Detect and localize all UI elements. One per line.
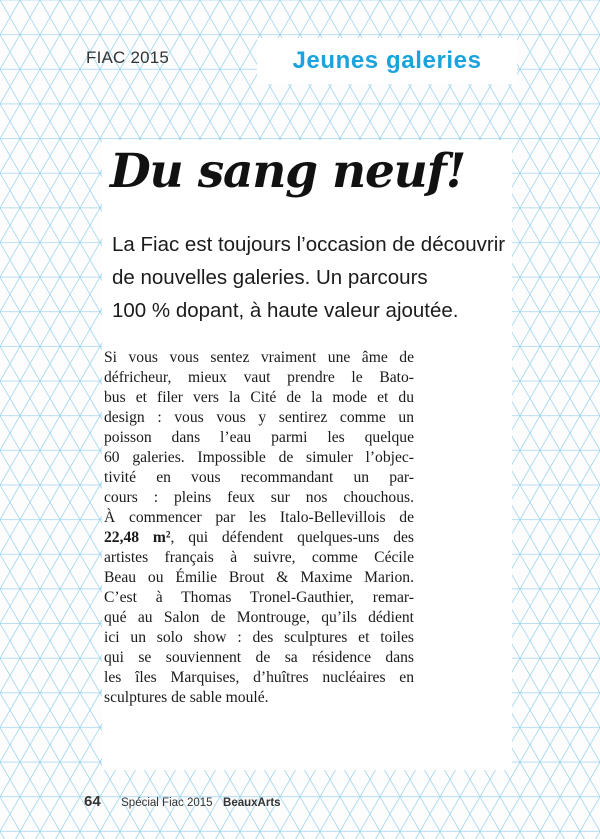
article-body xyxy=(104,348,414,708)
body-line: ici un solo show : des sculptures et toiles xyxy=(104,629,414,646)
page-number: 64 xyxy=(84,793,101,810)
rubric-title: Jeunes galeries xyxy=(292,47,482,74)
page-footer xyxy=(84,793,281,811)
body-line: Beau ou Émilie Brout & Maxime Marion. xyxy=(104,569,414,586)
body-line: défricheur, mieux vaut prendre le Bato- xyxy=(104,369,414,386)
body-line: les îles Marquises, d’huîtres nucléaires en xyxy=(104,669,414,686)
body-line: À commencer par les Italo-Bellevillois de xyxy=(104,509,414,526)
body-line: bus et filer vers la Cité de la mode et du xyxy=(104,389,414,406)
issue-label: Spécial Fiac 2015 xyxy=(121,797,213,809)
body-line: qui se souviennent de sa résidence dans xyxy=(104,649,414,666)
body-line: Si vous vous sentez vraiment une âme de xyxy=(104,349,414,366)
body-line-gallery xyxy=(104,528,414,548)
body-line: qué au Salon de Montrouge, qu’ils dédient xyxy=(104,609,414,626)
body-line: poisson dans l’eau parmi les quelque xyxy=(104,429,414,446)
body-line: C’est à Thomas Tronel-Gauthier, remar- xyxy=(104,589,414,606)
rubric-badge xyxy=(257,38,517,84)
body-line: 60 galeries. Impossible de simuler l’objec- xyxy=(104,449,414,466)
article-headline: Du sang neuf! xyxy=(110,144,466,199)
lede-line: La Fiac est toujours l’occasion de découvrir xyxy=(112,233,506,256)
section-label: FIAC 2015 xyxy=(86,48,170,67)
body-line: cours : pleins feux sur nos chouchous. xyxy=(104,489,414,506)
body-line: artistes français à suivre, comme Cécile xyxy=(104,549,414,566)
magazine-name: BeauxArts xyxy=(223,797,281,809)
body-line: sculptures de sable moulé. xyxy=(104,689,269,706)
gallery-line-rest: , qui défendent quelques-uns des xyxy=(170,529,414,546)
article-lede xyxy=(112,228,512,327)
lede-line: de nouvelles galeries. Un parcours xyxy=(112,266,428,289)
body-line: design : vous vous y sentirez comme un xyxy=(104,409,414,426)
gallery-name: 22,48 m² xyxy=(104,529,171,546)
lede-line: 100 % dopant, à haute valeur ajoutée. xyxy=(112,299,459,322)
body-line: tivité en vous recommandant un par- xyxy=(104,469,414,486)
